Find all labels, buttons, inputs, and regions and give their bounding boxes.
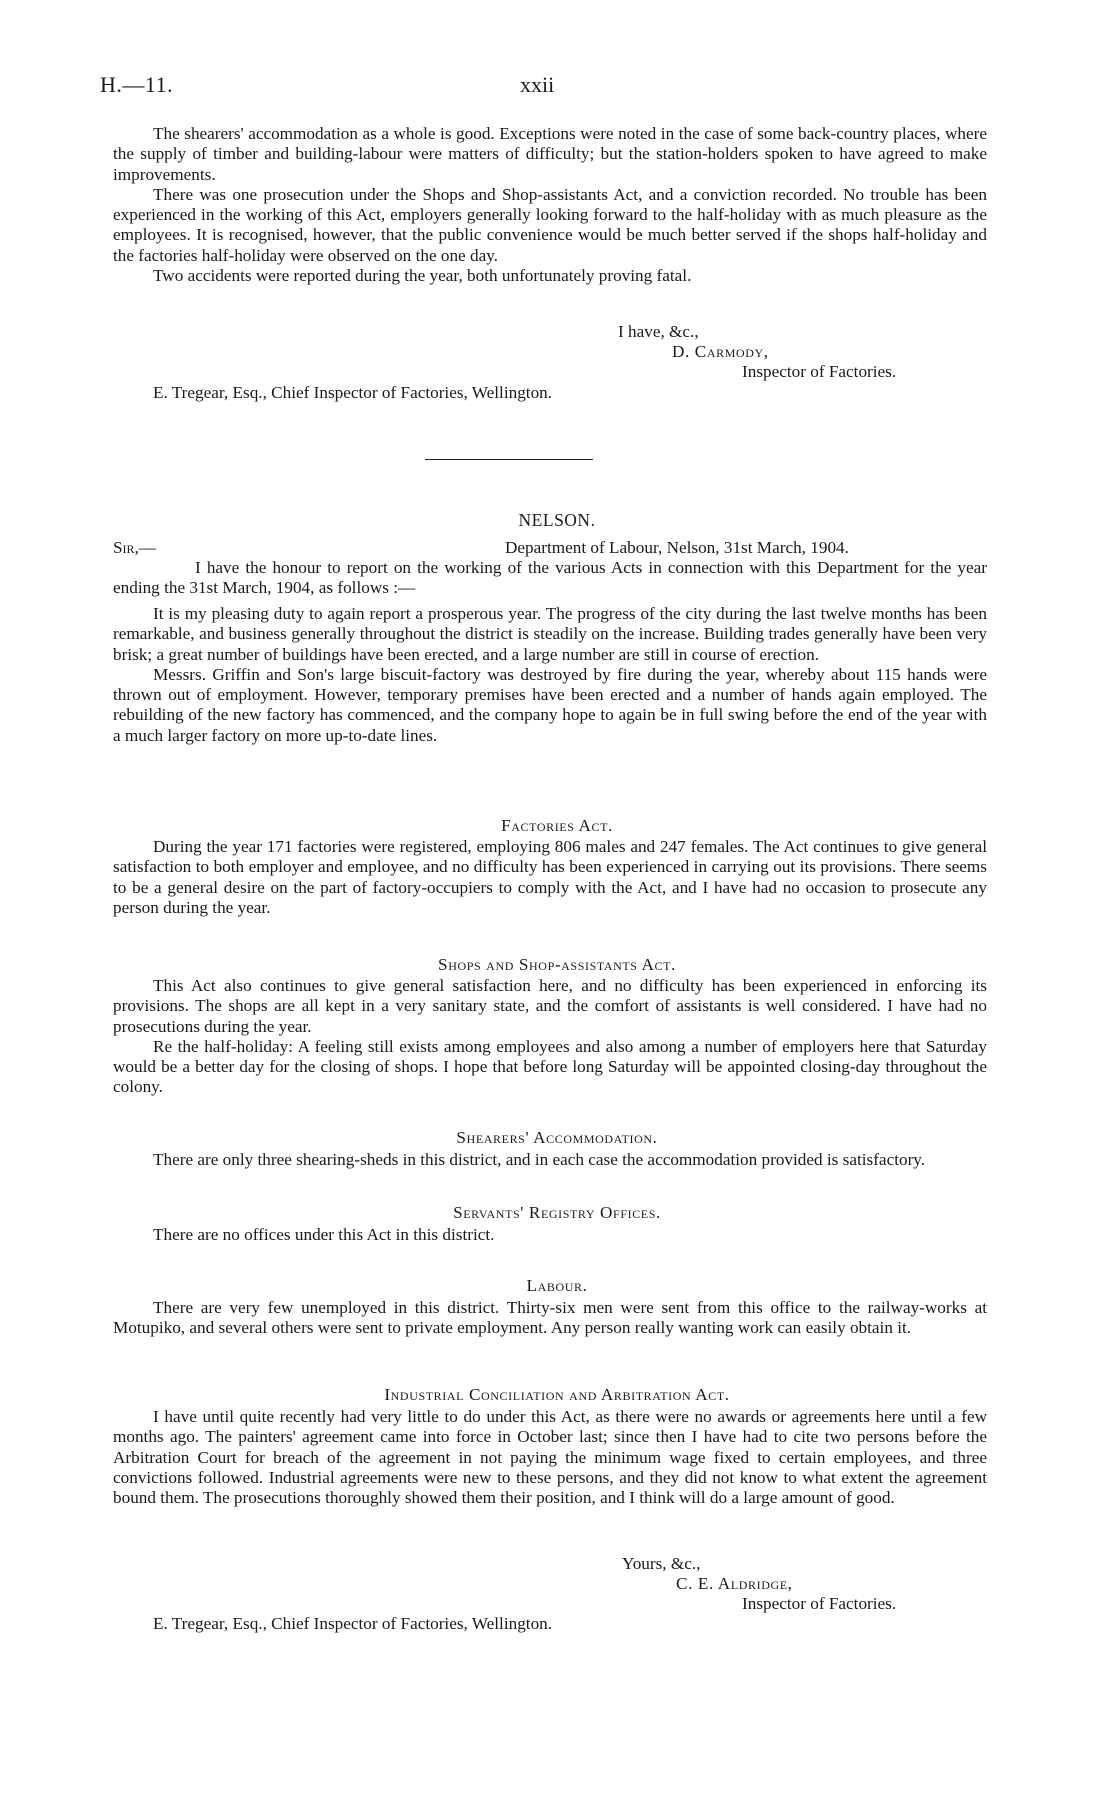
section-body [113, 976, 987, 1098]
signature-name: D. Carmody, [672, 342, 769, 361]
paragraph: This Act also continues to give general satisfaction here, and no difficulty has been experienced in enforcing its provisions. The shops are all kept in a very sanitary state, and the comfort of assistants is well considered. I have had no prosecutions during the year. [113, 976, 987, 1036]
section-divider [425, 459, 593, 460]
section-heading: Industrial Conciliation and Arbitration Act. [384, 1385, 730, 1404]
section-body [113, 1225, 987, 1245]
section-heading: Shearers' Accommodation. [456, 1128, 658, 1147]
signature-name: C. E. Aldridge, [676, 1574, 793, 1593]
canterbury-report-body [113, 124, 987, 286]
paragraph: During the year 171 factories were registered, employing 806 males and 247 females. The Act continues to give general satisfaction to both employer and employee, and no difficulty has been experienced in carrying out its provisions. There seems to be a general desire on the part of factory-occupiers to comply with the Act, and I have had no occasion to prosecute any person during the year. [113, 837, 987, 917]
addressee: E. Tregear, Esq., Chief Inspector of Factories, Wellington. [153, 1614, 553, 1633]
section-body [113, 837, 987, 918]
paragraph: Messrs. Griffin and Son's large biscuit-factory was destroyed by fire during the year, whereby about 115 hands were thrown out of employment. However, temporary premises have been erected and a number of hands again employed. The rebuilding of the new factory has commenced, and the company hope to again be in full swing before the end of the year with a much larger factory on more up-to-date lines. [113, 664, 987, 745]
nelson-general [113, 604, 987, 746]
closing: I have, &c., [618, 322, 699, 341]
section-body [113, 1150, 987, 1170]
section-heading: Servants' Registry Offices. [453, 1203, 661, 1222]
paragraph: There was one prosecution under the Shops and Shop-assistants Act, and a conviction recorded. No trouble has been experienced in the working of this Act, employers generally looking forward to the half-holiday with as much pleasure as the employees. It is recognised, however, that the public convenience would be much better served if the shops half-holiday and the factories half-holiday were observed on the one day. [113, 184, 987, 265]
paragraph: I have until quite recently had very little to do under this Act, as there were no awards or agreements here until a few months ago. The painters' agreement came into force in October last; since then I have had to cite two persons before the Arbitration Court for breach of the agreement in not paying the minimum wage fixed to certain employees, and three convictions followed. Industrial agreements were new to these persons, and they did not know to what extent the agreement bound them. The prosecutions thoroughly showed them their position, and I think will do a large amount of good. [113, 1407, 987, 1508]
addressee: E. Tregear, Esq., Chief Inspector of Factories, Wellington. [153, 383, 553, 402]
section-body [113, 1407, 987, 1508]
page-reference: H.—11. [100, 72, 174, 97]
paragraph: I have the honour to report on the working of the various Acts in connection with this Department for the year ending the 31st March, 1904, as follows :— [113, 558, 987, 598]
signature-title: Inspector of Factories. [742, 1594, 897, 1613]
section-heading: Labour. [526, 1276, 588, 1295]
closing: Yours, &c., [622, 1554, 701, 1573]
signature-title: Inspector of Factories. [742, 362, 897, 381]
nelson-intro [113, 558, 987, 599]
dateline: Department of Labour, Nelson, 31st March, 1904. [505, 538, 849, 557]
section-heading: Factories Act. [501, 816, 613, 835]
paragraph: There are only three shearing-sheds in this district, and in each case the accommodation provided is satisfactory. [153, 1150, 926, 1169]
paragraph: Re the half-holiday: A feeling still exists among employees and also among a number of employers here that Saturday would be a better day for the closing of shops. I hope that before long Saturday will be appointed closing-day throughout the colony. [113, 1036, 987, 1097]
paragraph: There are very few unemployed in this district. Thirty-six men were sent from this office to the railway-works at Motupiko, and several others were sent to private employment. Any person really wanting work can easily obtain it. [113, 1298, 987, 1338]
salutation: Sir,— [113, 538, 157, 557]
section-body [113, 1298, 987, 1339]
paragraph: Two accidents were reported during the year, both unfortunately proving fatal. [153, 266, 692, 286]
paragraph: There are no offices under this Act in this district. [153, 1225, 495, 1244]
paragraph: The shearers' accommodation as a whole is good. Exceptions were noted in the case of some back-country places, where the supply of timber and building-labour were matters of difficulty; but the station-holders spoken to have agreed to make improvements. [113, 124, 987, 184]
paragraph: It is my pleasing duty to again report a prosperous year. The progress of the city during the last twelve months has been remarkable, and business generally throughout the district is steadily on the increase. Building trades generally have been very brisk; a great number of buildings have been erected, and a large number are still in course of erection. [113, 604, 987, 664]
page-number: xxii [520, 72, 555, 97]
section-heading: Shops and Shop-assistants Act. [438, 955, 676, 974]
report-title: NELSON. [518, 510, 596, 530]
